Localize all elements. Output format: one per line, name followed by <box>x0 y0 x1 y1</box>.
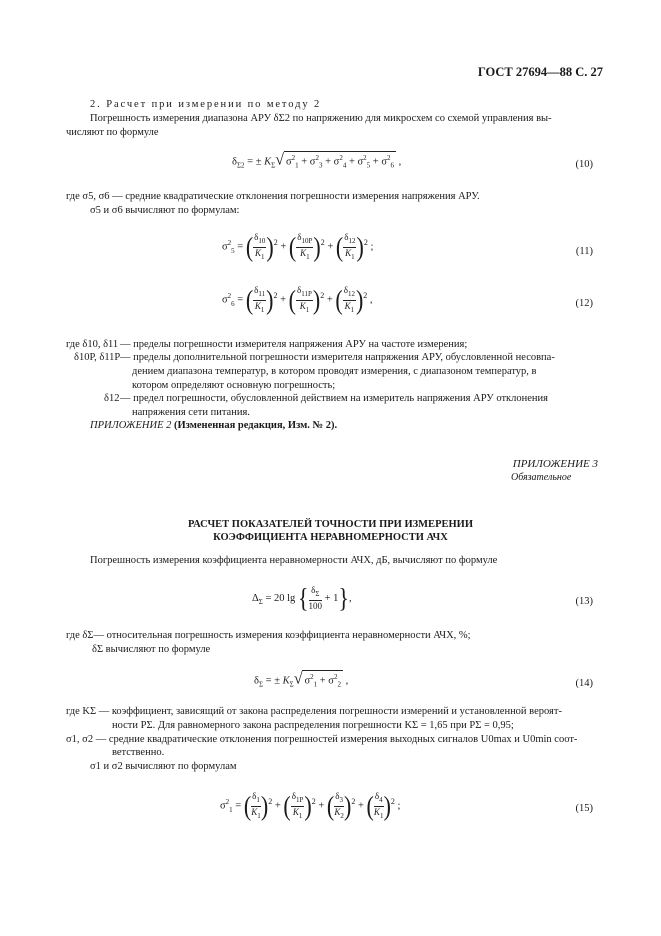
where-clause: где KΣ — коэффициент, зависящий от закона распределения погрешности измерений и установленной вероят- <box>66 706 562 717</box>
calc-line: σ5 и σ6 вычисляют по формулам: <box>90 205 240 216</box>
where-clause: σ1, σ2 — средние квадратические отклонения погрешностей измерения выходных сигналов U0max и U0min соот- <box>66 734 578 745</box>
definition-symbol: где δ10, δ11 <box>66 339 119 350</box>
equation-number: (10) <box>575 159 593 170</box>
title-line: РАСЧЕТ ПОКАЗАТЕЛЕЙ ТОЧНОСТИ ПРИ ИЗМЕРЕНИИ <box>188 519 473 530</box>
paragraph-line: числяют по формуле <box>66 127 159 138</box>
where-clause: где δΣ— относительная погрешность измерения коэффициента неравномерности АЧХ, %; <box>66 630 471 641</box>
definition-text: — предел погрешности, обусловленной действием на измеритель напряжения АРУ отклонения <box>120 393 548 404</box>
definition-text: напряжения сети питания. <box>132 407 250 418</box>
definition-symbol: δ12 <box>104 393 120 404</box>
definition-text: — пределы дополнительной погрешности измерителя напряжения АРУ, обусловленной несовпа- <box>120 352 555 363</box>
appendix-label: ПРИЛОЖЕНИЕ 3 <box>512 458 598 470</box>
paragraph-line: Погрешность измерения коэффициента неравномерности АЧХ, дБ, вычисляют по формуле <box>90 555 498 566</box>
equation-10: $\delta_{\Sigma 2}$ = ± $K_\Sigma√$ $\sigma^2_1 + \sigma^2_3 + \sigma^2_4 + \sigma^2_5 + \sigma^2_6$ , <box>232 151 401 173</box>
definition-text: дением диапазона температур, в котором проводят измерения, с диапазоном температур, в <box>132 366 537 377</box>
appendix-status: Обязательное <box>511 472 572 483</box>
where-clause: где σ5, σ6 — средние квадратические отклонения погрешности измерения напряжения АРУ. <box>66 191 480 202</box>
amendment-italic: ПРИЛОЖЕНИЕ 2 <box>90 420 172 431</box>
equation-number: (15) <box>575 803 593 814</box>
equation-number: (11) <box>575 246 593 257</box>
equation-number: (13) <box>575 596 593 607</box>
title-line: КОЭФФИЦИЕНТА НЕРАВНОМЕРНОСТИ АЧХ <box>213 532 448 543</box>
definition-symbol: δ10P, δ11P <box>74 352 121 363</box>
equation-11: $\sigma^2_5$ = ( $\frac{\delta_{10}}{K_1}$ )2 + ( $\frac{\delta_{10P}}{K_1}$ )2 + ( $\frac{\delta_{12}}{K_1}$ )2 ; <box>222 231 374 263</box>
where-clause: ветственно. <box>112 747 165 758</box>
definition-text: — пределы погрешности измерителя напряжения АРУ на частоте измерения; <box>120 339 468 350</box>
equation-13: $\Delta_\Sigma = 20$ lg { $\frac{\delta_\Sigma}{100}$ + 1}, <box>252 582 352 614</box>
amendment-bold: (Измененная редакция, Изм. № 2). <box>174 420 338 431</box>
equation-14: $\delta_\Sigma$ = ± $K_\Sigma√$ $\sigma^2_1 + \sigma^2_2$ , <box>254 670 348 692</box>
equation-15: $\sigma^2_1$ = ( $\frac{\delta_1}{K_1}$ )2 + ( $\frac{\delta_{1P}}{K_1}$ )2 + ( $\frac{\delta_3}{K_2}$ )2 + ( $\frac{\delta_4}{K_1}$ )2 ; <box>220 790 401 822</box>
paragraph-line: Погрешность измерения диапазона АРУ δΣ2 по напряжению для микросхем со схемой управления вы- <box>90 113 552 124</box>
definition-text: котором определяют основную погрешность; <box>132 380 336 391</box>
calc-line: σ1 и σ2 вычисляют по формулам <box>90 761 237 772</box>
section-heading: 2. Расчет при измерении по методу 2 <box>90 99 322 110</box>
appendix-title <box>0 518 661 544</box>
where-clause: ности PΣ. Для равномерного закона распределения погрешности KΣ = 1,65 при PΣ = 0,95; <box>112 720 514 731</box>
equation-12: $\sigma^2_6$ = ( $\frac{\delta_{11}}{K_1}$ )2 + ( $\frac{\delta_{11P}}{K_1}$ )2 + ( $\frac{\delta_{12}}{K_1}$ )2 , <box>222 284 373 316</box>
amendment-note <box>90 419 337 432</box>
calc-line: δΣ вычисляют по формуле <box>92 644 211 655</box>
equation-number: (12) <box>575 298 593 309</box>
equation-number: (14) <box>575 678 593 689</box>
page-header: ГОСТ 27694—88 С. 27 <box>477 65 603 79</box>
